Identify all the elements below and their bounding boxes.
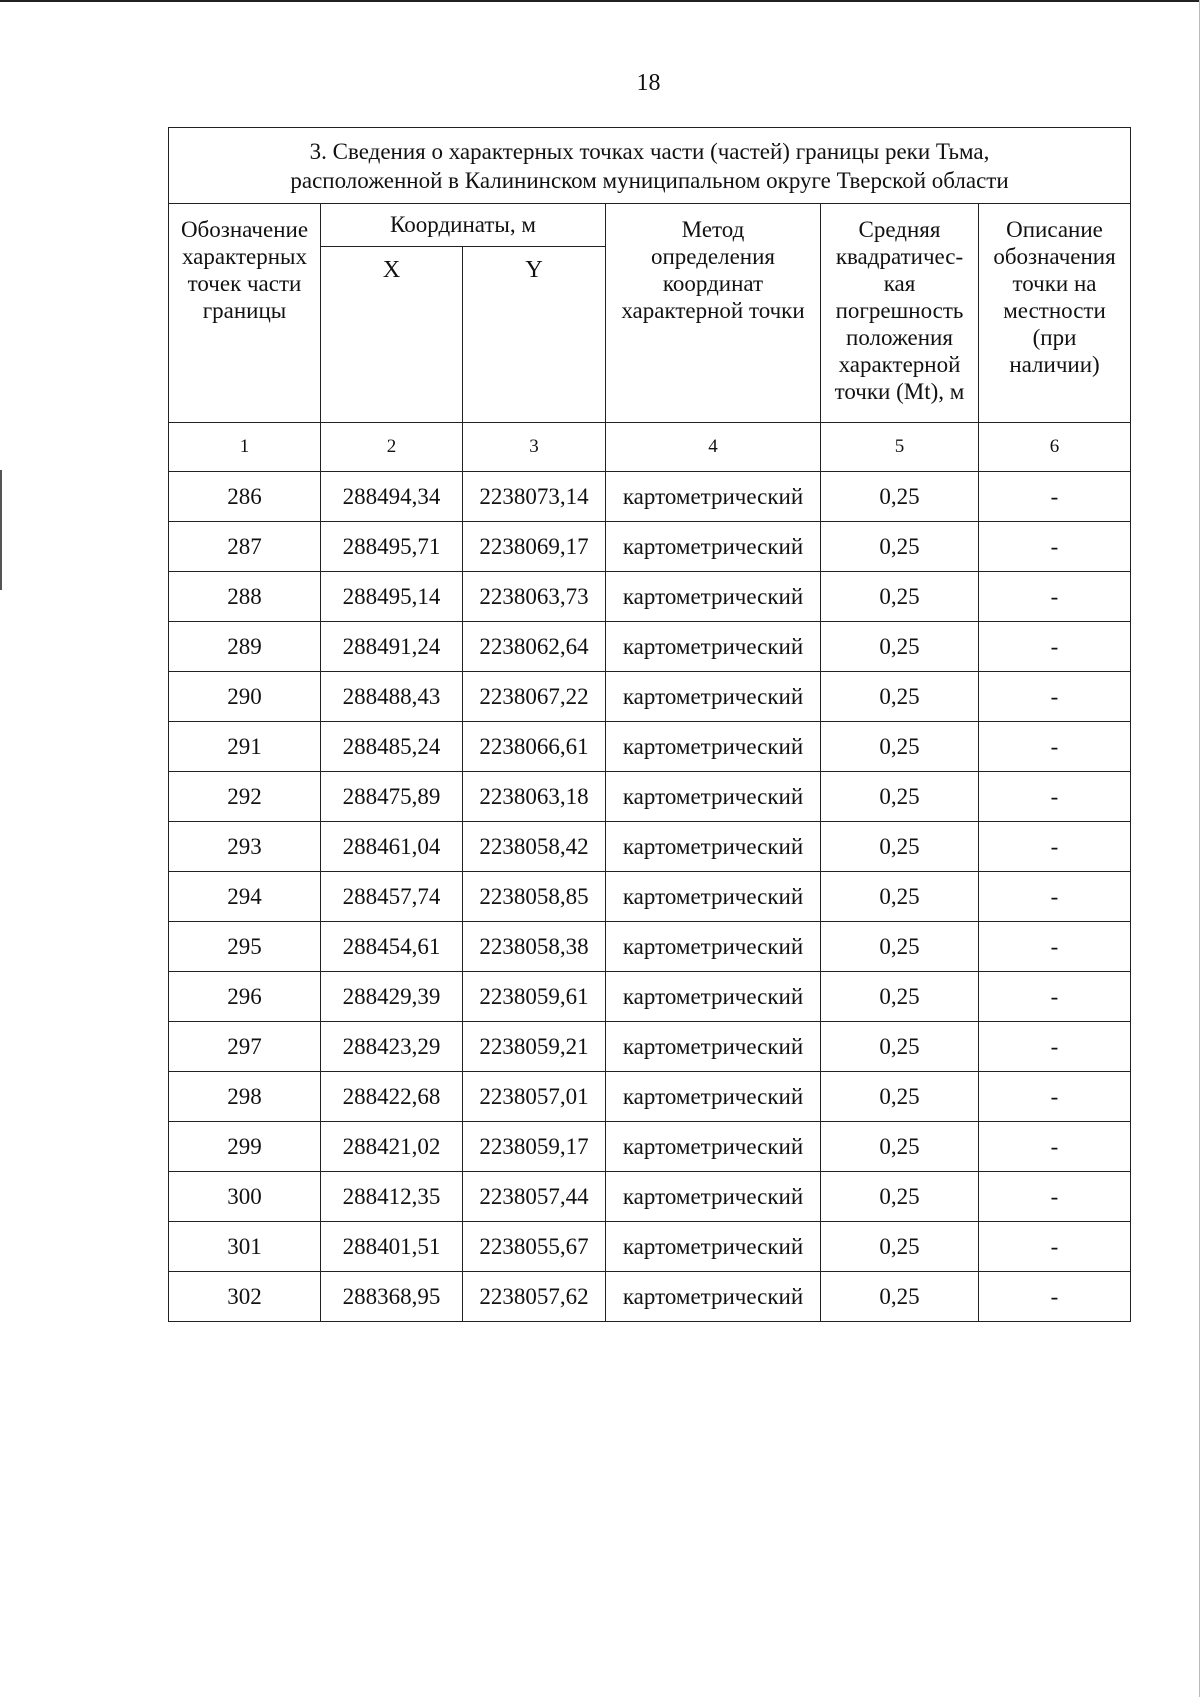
- cell-mt: 0,25: [821, 1122, 979, 1172]
- cell-description: -: [979, 822, 1131, 872]
- header-method: [606, 204, 821, 423]
- table-caption: [169, 128, 1131, 204]
- cell-y: 2238059,17: [463, 1122, 606, 1172]
- table-row: [169, 822, 1131, 872]
- table-row: [169, 622, 1131, 672]
- column-index-row: [169, 423, 1131, 472]
- header-line: точек части: [187, 271, 302, 296]
- cell-point: 297: [169, 1022, 321, 1072]
- cell-x: 288454,61: [321, 922, 463, 972]
- cell-description: -: [979, 672, 1131, 722]
- cell-method: картометрический: [606, 522, 821, 572]
- cell-description: -: [979, 1022, 1131, 1072]
- cell-point: 299: [169, 1122, 321, 1172]
- cell-x: 288422,68: [321, 1072, 463, 1122]
- cell-y: 2238063,73: [463, 572, 606, 622]
- cell-method: картометрический: [606, 822, 821, 872]
- cell-x: 288491,24: [321, 622, 463, 672]
- scan-edge-mark: [0, 470, 2, 590]
- header-y: Y: [463, 247, 606, 423]
- cell-mt: 0,25: [821, 772, 979, 822]
- table-row: [169, 1022, 1131, 1072]
- cell-y: 2238073,14: [463, 472, 606, 522]
- cell-point: 289: [169, 622, 321, 672]
- cell-method: картометрический: [606, 1072, 821, 1122]
- cell-mt: 0,25: [821, 822, 979, 872]
- table-row: [169, 672, 1131, 722]
- cell-point: 301: [169, 1222, 321, 1272]
- column-index: 1: [169, 423, 321, 472]
- table-row: [169, 1172, 1131, 1222]
- cell-x: 288495,71: [321, 522, 463, 572]
- cell-x: 288423,29: [321, 1022, 463, 1072]
- header-line: границы: [202, 298, 287, 323]
- cell-point: 290: [169, 672, 321, 722]
- header-line: характерной: [838, 352, 961, 377]
- cell-point: 288: [169, 572, 321, 622]
- cell-method: картометрический: [606, 1222, 821, 1272]
- header-row: [169, 204, 1131, 247]
- cell-description: -: [979, 1122, 1131, 1172]
- cell-description: -: [979, 572, 1131, 622]
- cell-y: 2238066,61: [463, 722, 606, 772]
- caption-line-2: расположенной в Калининском муниципальном округе Тверской области: [290, 167, 1009, 193]
- table-row: [169, 1122, 1131, 1172]
- cell-y: 2238055,67: [463, 1222, 606, 1272]
- cell-y: 2238057,62: [463, 1272, 606, 1322]
- cell-method: картометрический: [606, 622, 821, 672]
- cell-description: -: [979, 872, 1131, 922]
- cell-y: 2238069,17: [463, 522, 606, 572]
- header-line: обозначения: [993, 244, 1116, 269]
- column-index: 4: [606, 423, 821, 472]
- cell-x: 288429,39: [321, 972, 463, 1022]
- table-row: [169, 1072, 1131, 1122]
- cell-point: 292: [169, 772, 321, 822]
- column-index: 6: [979, 423, 1131, 472]
- cell-point: 300: [169, 1172, 321, 1222]
- table-row: [169, 772, 1131, 822]
- cell-mt: 0,25: [821, 1172, 979, 1222]
- cell-description: -: [979, 922, 1131, 972]
- cell-method: картометрический: [606, 472, 821, 522]
- cell-y: 2238057,44: [463, 1172, 606, 1222]
- column-index: 5: [821, 423, 979, 472]
- header-line: местности: [1003, 298, 1106, 323]
- cell-method: картометрический: [606, 1022, 821, 1072]
- cell-y: 2238058,42: [463, 822, 606, 872]
- cell-method: картометрический: [606, 772, 821, 822]
- table-row: [169, 1222, 1131, 1272]
- scan-edge-top: [0, 0, 1200, 2]
- cell-x: 288457,74: [321, 872, 463, 922]
- cell-method: картометрический: [606, 872, 821, 922]
- cell-method: картометрический: [606, 1172, 821, 1222]
- table-row: [169, 872, 1131, 922]
- cell-y: 2238062,64: [463, 622, 606, 672]
- cell-point: 295: [169, 922, 321, 972]
- cell-description: -: [979, 1072, 1131, 1122]
- header-line: Описание: [1006, 217, 1103, 242]
- cell-x: 288495,14: [321, 572, 463, 622]
- cell-x: 288488,43: [321, 672, 463, 722]
- table-row: [169, 522, 1131, 572]
- cell-mt: 0,25: [821, 972, 979, 1022]
- cell-description: -: [979, 972, 1131, 1022]
- cell-point: 291: [169, 722, 321, 772]
- cell-method: картометрический: [606, 922, 821, 972]
- cell-x: 288368,95: [321, 1272, 463, 1322]
- header-x: X: [321, 247, 463, 423]
- cell-description: -: [979, 622, 1131, 672]
- cell-description: -: [979, 472, 1131, 522]
- header-coordinates: Координаты, м: [321, 204, 606, 247]
- cell-mt: 0,25: [821, 1022, 979, 1072]
- header-line: погрешность: [835, 298, 964, 323]
- header-line: Метод: [681, 217, 745, 242]
- cell-mt: 0,25: [821, 522, 979, 572]
- cell-point: 286: [169, 472, 321, 522]
- table-row: [169, 472, 1131, 522]
- cell-x: 288421,02: [321, 1122, 463, 1172]
- caption-line-1: 3. Сведения о характерных точках части (частей) границы реки Тьма,: [309, 138, 990, 164]
- header-line: определения: [650, 244, 775, 269]
- cell-x: 288401,51: [321, 1222, 463, 1272]
- table-row: [169, 922, 1131, 972]
- header-line: точки на: [1012, 271, 1097, 296]
- cell-x: 288461,04: [321, 822, 463, 872]
- cell-point: 302: [169, 1272, 321, 1322]
- header-line: Обозначение: [180, 217, 309, 242]
- cell-point: 294: [169, 872, 321, 922]
- cell-point: 296: [169, 972, 321, 1022]
- table-row: [169, 972, 1131, 1022]
- cell-mt: 0,25: [821, 872, 979, 922]
- table-row: [169, 1272, 1131, 1322]
- header-description: [979, 204, 1131, 423]
- header-line: характерных: [181, 244, 307, 269]
- cell-y: 2238057,01: [463, 1072, 606, 1122]
- cell-point: 287: [169, 522, 321, 572]
- cell-y: 2238067,22: [463, 672, 606, 722]
- cell-method: картометрический: [606, 1122, 821, 1172]
- caption-row: [169, 128, 1131, 204]
- table-row: [169, 572, 1131, 622]
- header-line: кая: [883, 271, 916, 296]
- column-index: 2: [321, 423, 463, 472]
- header-line: точки (Mt), м: [834, 379, 965, 404]
- cell-method: картометрический: [606, 672, 821, 722]
- header-line: координат: [662, 271, 764, 296]
- header-line: (при: [1032, 325, 1077, 350]
- cell-mt: 0,25: [821, 1072, 979, 1122]
- cell-y: 2238063,18: [463, 772, 606, 822]
- table-row: [169, 722, 1131, 772]
- cell-x: 288485,24: [321, 722, 463, 772]
- cell-y: 2238058,38: [463, 922, 606, 972]
- cell-mt: 0,25: [821, 1222, 979, 1272]
- cell-method: картометрический: [606, 572, 821, 622]
- header-designation: [169, 204, 321, 423]
- header-error: [821, 204, 979, 423]
- column-index: 3: [463, 423, 606, 472]
- cell-x: 288412,35: [321, 1172, 463, 1222]
- header-line: Средняя: [858, 217, 941, 242]
- page-number: 18: [636, 70, 661, 96]
- cell-description: -: [979, 1172, 1131, 1222]
- cell-description: -: [979, 1222, 1131, 1272]
- cell-method: картометрический: [606, 1272, 821, 1322]
- cell-mt: 0,25: [821, 922, 979, 972]
- cell-description: -: [979, 722, 1131, 772]
- header-line: наличии): [1009, 352, 1100, 377]
- cell-mt: 0,25: [821, 672, 979, 722]
- cell-description: -: [979, 522, 1131, 572]
- cell-mt: 0,25: [821, 572, 979, 622]
- cell-mt: 0,25: [821, 622, 979, 672]
- cell-point: 298: [169, 1072, 321, 1122]
- cell-y: 2238059,21: [463, 1022, 606, 1072]
- cell-y: 2238059,61: [463, 972, 606, 1022]
- cell-mt: 0,25: [821, 472, 979, 522]
- cell-x: 288494,34: [321, 472, 463, 522]
- cell-y: 2238058,85: [463, 872, 606, 922]
- cell-mt: 0,25: [821, 1272, 979, 1322]
- header-line: квадратичес-: [835, 244, 964, 269]
- cell-description: -: [979, 772, 1131, 822]
- boundary-points-table: [168, 127, 1131, 1322]
- cell-method: картометрический: [606, 972, 821, 1022]
- header-line: характерной точки: [621, 298, 805, 323]
- header-line: положения: [846, 325, 953, 350]
- cell-mt: 0,25: [821, 722, 979, 772]
- cell-method: картометрический: [606, 722, 821, 772]
- cell-description: -: [979, 1272, 1131, 1322]
- cell-point: 293: [169, 822, 321, 872]
- cell-x: 288475,89: [321, 772, 463, 822]
